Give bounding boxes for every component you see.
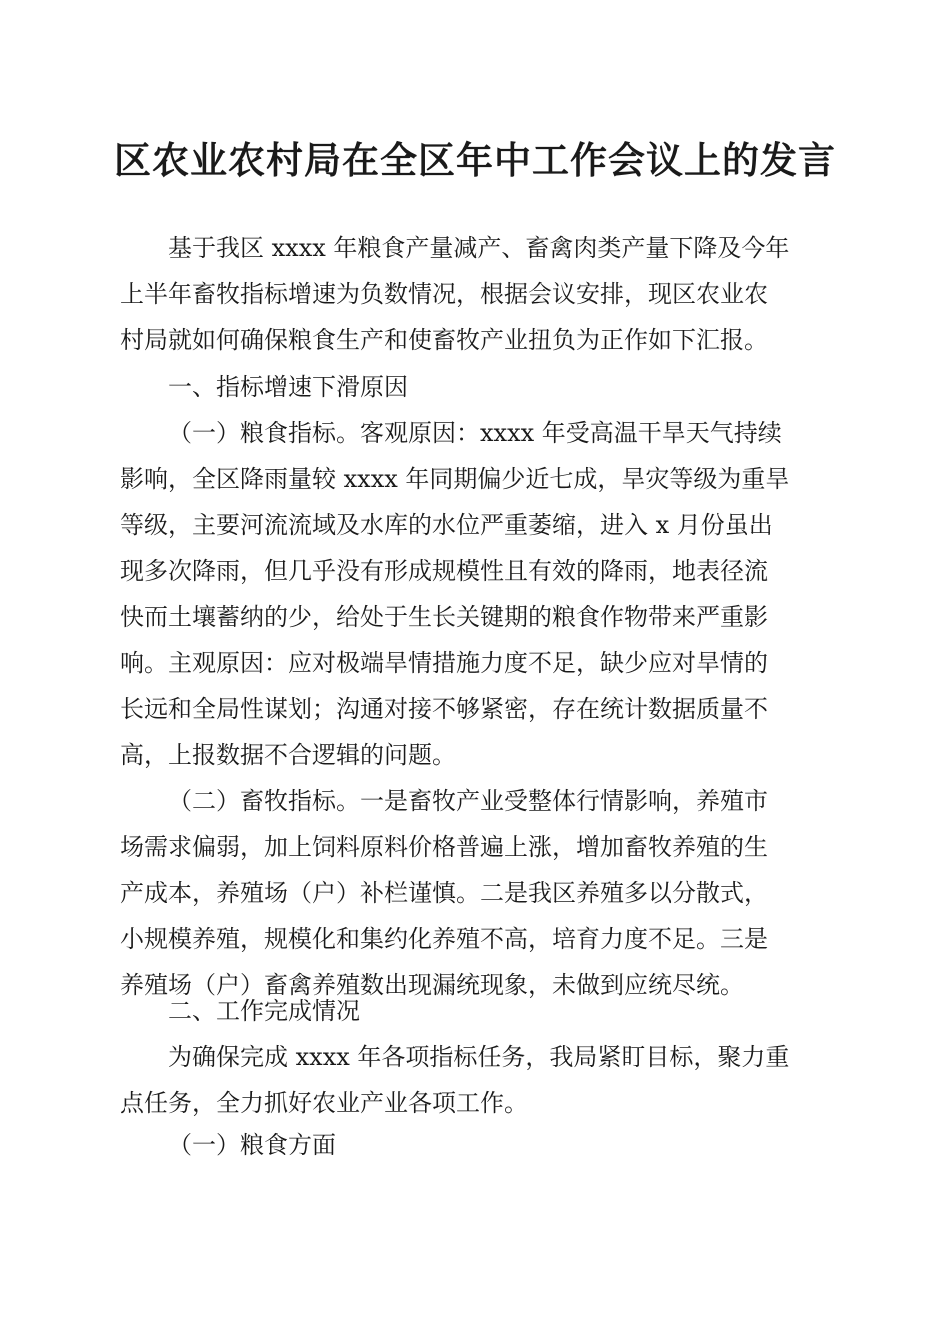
livestock-indicator-paragraph <box>120 778 822 1008</box>
paragraph-line: 基于我区 xxxx 年粮食产量减产、畜禽肉类产量下降及今年 <box>168 234 790 262</box>
subsection-heading-grain: （一）粮食方面 <box>168 1131 336 1159</box>
document-title: 区农业农村局在全区年中工作会议上的发言 <box>114 138 836 182</box>
section-heading-1: 一、指标增速下滑原因 <box>168 373 408 401</box>
paragraph-line: 点任务，全力抓好农业产业各项工作。 <box>120 1089 528 1117</box>
paragraph-line: 养殖场（户）畜禽养殖数出现漏统现象，未做到应统尽统。 <box>120 971 744 999</box>
grain-indicator-paragraph <box>120 410 822 778</box>
intro-paragraph <box>120 225 822 363</box>
paragraph-line: 上半年畜牧指标增速为负数情况，根据会议安排，现区农业农 <box>120 280 768 308</box>
paragraph-line: 村局就如何确保粮食生产和使畜牧产业扭负为正作如下汇报。 <box>120 326 768 354</box>
paragraph-line: 小规模养殖，规模化和集约化养殖不高，培育力度不足。三是 <box>120 925 768 953</box>
section-heading-2: 二、工作完成情况 <box>168 997 360 1025</box>
paragraph-line: 高，上报数据不合逻辑的问题。 <box>120 741 456 769</box>
paragraph-line: 场需求偏弱，加上饲料原料价格普遍上涨，增加畜牧养殖的生 <box>120 833 768 861</box>
paragraph-line: 为确保完成 xxxx 年各项指标任务，我局紧盯目标，聚力重 <box>168 1043 790 1071</box>
paragraph-line: （一）粮食指标。客观原因：xxxx 年受高温干旱天气持续 <box>168 419 782 447</box>
paragraph-line: 响。主观原因：应对极端旱情措施力度不足，缺少应对旱情的 <box>120 649 768 677</box>
paragraph-line: 影响，全区降雨量较 xxxx 年同期偏少近七成，旱灾等级为重旱 <box>120 465 790 493</box>
paragraph-line: （二）畜牧指标。一是畜牧产业受整体行情影响，养殖市 <box>168 787 768 815</box>
paragraph-line: 等级，主要河流流域及水库的水位严重萎缩，进入 x 月份虽出 <box>120 511 773 539</box>
paragraph-line: 长远和全局性谋划；沟通对接不够紧密，存在统计数据质量不 <box>120 695 768 723</box>
work-completion-paragraph <box>120 1034 822 1126</box>
paragraph-line: 现多次降雨，但几乎没有形成规模性且有效的降雨，地表径流 <box>120 557 768 585</box>
paragraph-line: 产成本，养殖场（户）补栏谨慎。二是我区养殖多以分散式， <box>120 879 768 907</box>
paragraph-line: 快而土壤蓄纳的少，给处于生长关键期的粮食作物带来严重影 <box>120 603 768 631</box>
